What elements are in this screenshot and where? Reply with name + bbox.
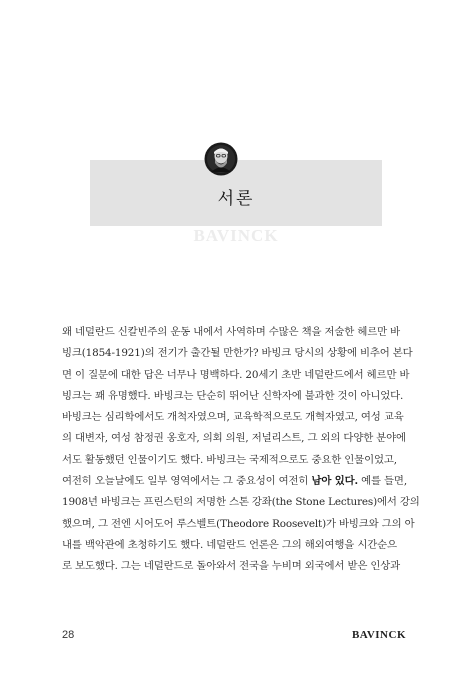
text-segment: 의 대변자, 여성 참정권 옹호자, 의회 의원, 저널리스트, 그 외의 다양한 분야에 xyxy=(62,432,406,445)
text-line xyxy=(62,514,415,535)
text-segment: 면 이 질문에 대한 답은 너무나 명백하다. 20세기 초반 네덜란드에서 헤르만 바 xyxy=(62,368,410,381)
text-segment: 바빙크는 심리학에서도 개척자였으며, 교육학적으로도 개혁자였고, 여성 교육 xyxy=(62,411,404,424)
text-segment: 왜 네덜란드 신칼빈주의 운동 내에서 사역하며 수많은 책을 저술한 헤르만 바 xyxy=(62,326,401,338)
text-segment: 여전히 오늘날에도 일부 영역에서는 그 중요성이 여전히 xyxy=(62,475,312,488)
text-segment: 서도 활동했던 인물이기도 했다. 바빙크는 국제적으로도 중요한 인물이었고, xyxy=(62,453,397,466)
text-line xyxy=(62,492,420,513)
emphasis-text: 남아 있다. xyxy=(311,475,358,488)
text-segment: 빙크(1854-1921)의 전기가 출간될 만한가? 바빙크 당시의 상황에 비추어 본다 xyxy=(62,347,413,360)
text-segment: 내를 백악관에 초청하기도 했다. 네덜란드 언론은 그의 해외여행을 시간순으 xyxy=(62,538,397,551)
chapter-watermark: BAVINCK xyxy=(193,226,279,245)
author-portrait-icon xyxy=(204,142,238,176)
text-segment: 로 보도했다. 그는 네덜란드로 돌아와서 전국을 누비며 외국에서 받은 인상과 xyxy=(62,560,401,573)
text-line xyxy=(62,428,406,449)
text-line xyxy=(62,471,406,492)
text-line xyxy=(62,322,406,343)
text-line xyxy=(62,556,406,577)
chapter-title: 서론 xyxy=(217,189,255,209)
running-head: BAVINCK xyxy=(351,629,406,641)
text-line xyxy=(62,407,406,428)
text-segment: 했으며, 그 전엔 시어도어 루스벨트(Theodore Roosevelt)가 바빙크와 그의 아 xyxy=(62,517,415,530)
body-text xyxy=(62,322,420,578)
text-segment: 1908년 바빙크는 프린스턴의 저명한 스톤 강좌(the Stone Lectures)에서 강의 xyxy=(62,496,420,509)
text-line xyxy=(62,343,413,364)
text-line xyxy=(62,535,406,556)
text-line xyxy=(62,386,406,407)
text-line xyxy=(62,450,406,471)
text-segment: 빙크는 꽤 유명했다. 바빙크는 단순히 뛰어난 신학자에 불과한 것이 아니었다. xyxy=(62,389,404,402)
text-line xyxy=(62,365,410,386)
page-number: 28 xyxy=(62,629,75,641)
text-segment: 예를 들면, xyxy=(357,475,407,488)
